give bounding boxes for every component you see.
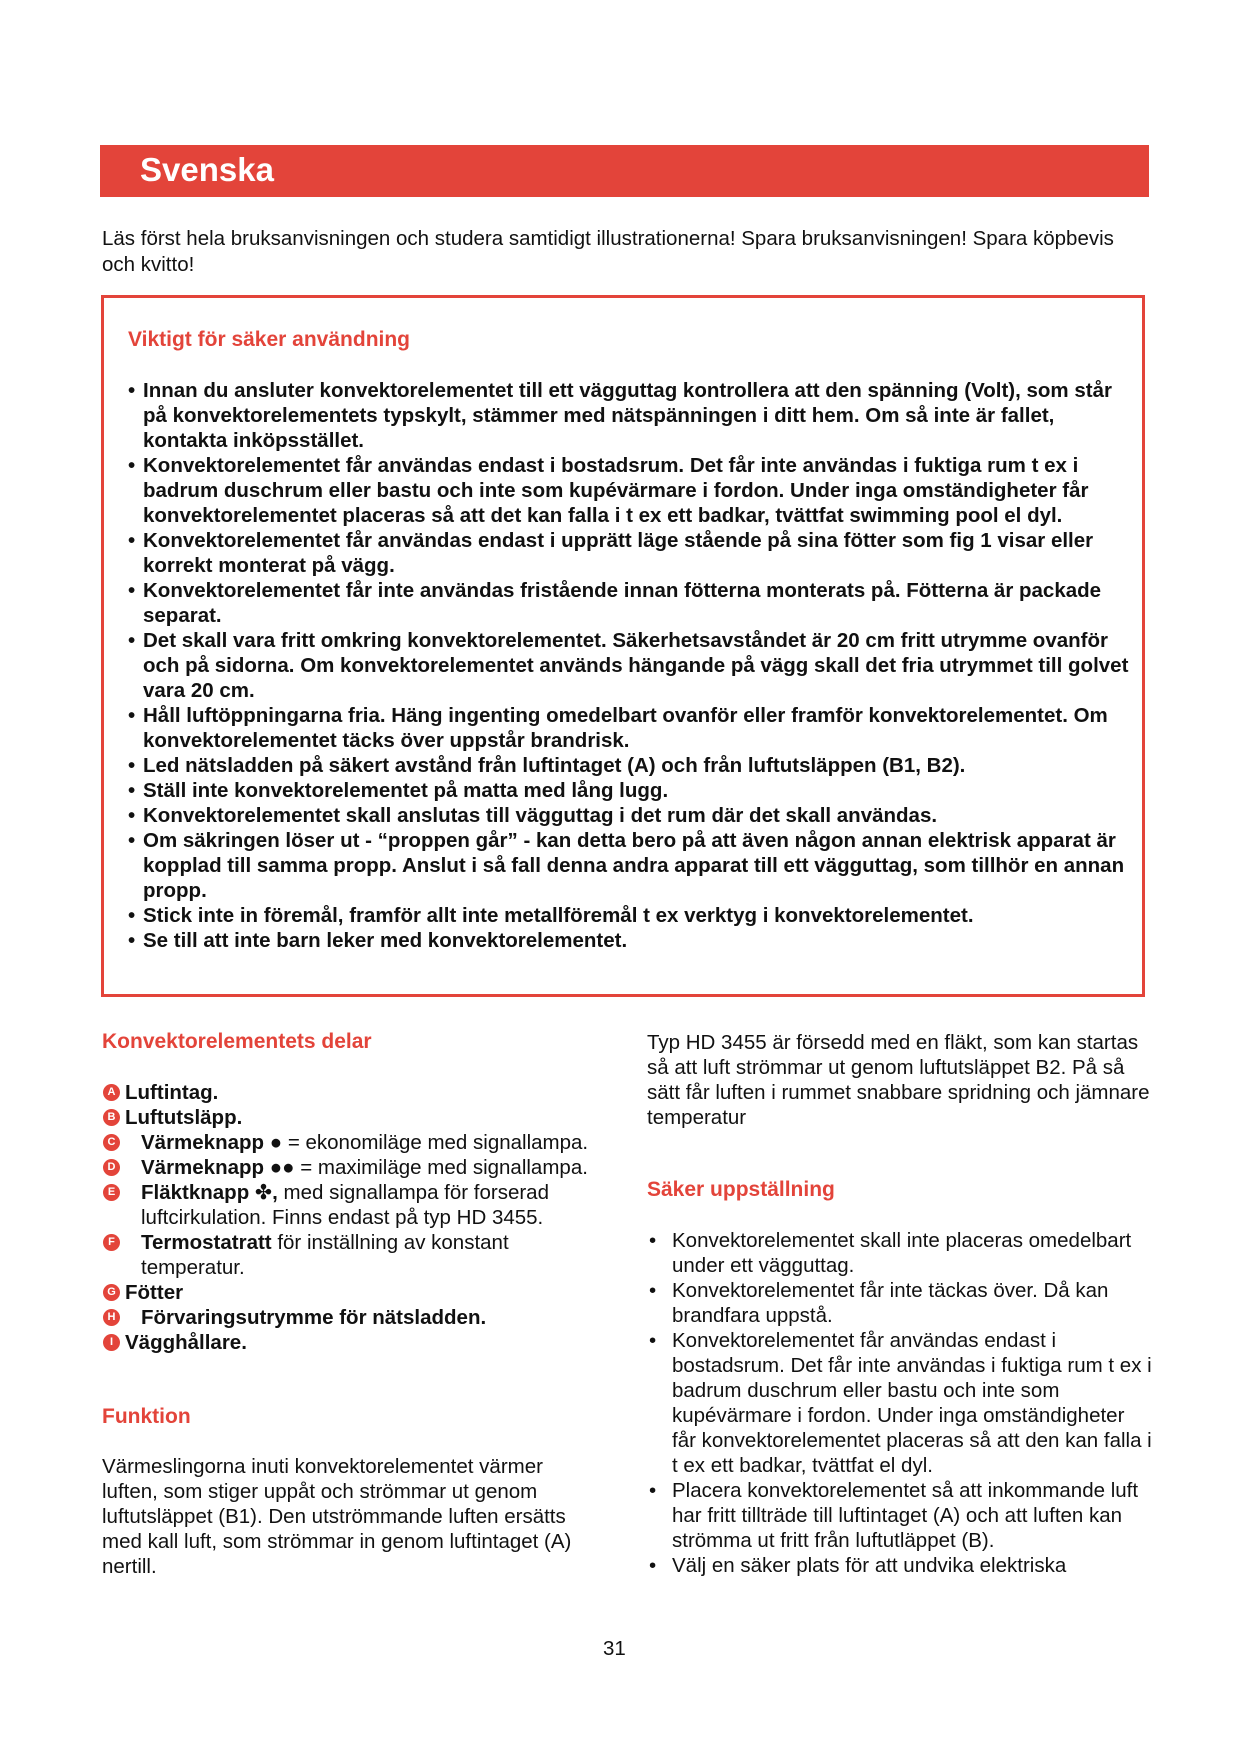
safety-item: • Ställ inte konvektorelementet på matta med lång lugg. bbox=[125, 778, 1135, 803]
left-column bbox=[102, 1030, 602, 1579]
part-item bbox=[102, 1155, 602, 1180]
parts-heading: Konvektorelementets delar bbox=[102, 1030, 372, 1053]
placement-item: • Välj en säker plats för att undvika elektriska bbox=[647, 1553, 1152, 1578]
safety-heading: Viktigt för säker användning bbox=[128, 328, 411, 351]
part-item bbox=[102, 1280, 602, 1305]
safety-item: • Stick inte in föremål, framför allt inte metallföremål t ex verktyg i konvektorelementet. bbox=[125, 903, 1135, 928]
part-description: = ekonomiläge med signallampa. bbox=[282, 1131, 589, 1154]
safe-placement-heading: Säker uppställning bbox=[647, 1178, 835, 1201]
safety-item: • Det skall vara fritt omkring konvektorelementet. Säkerhetsavståndet är 20 cm fritt utrymme ovanför och på sidorna. Om konvektorelementet används hängande på vägg skall det fria utrymmet till golvet vara 20 cm. bbox=[125, 628, 1135, 703]
part-description: för inställning av konstant temperatur. bbox=[141, 1231, 509, 1279]
part-label: Värmeknapp ●● bbox=[141, 1156, 295, 1179]
part-item bbox=[102, 1230, 602, 1280]
part-label: Fläktknapp ✤, bbox=[141, 1181, 278, 1204]
safety-item: • Led nätsladden på säkert avstånd från luftintaget (A) och från luftutsläppen (B1, B2). bbox=[125, 753, 1135, 778]
part-letter-badge: G bbox=[103, 1284, 120, 1301]
placement-item: • Konvektorelementet får inte täckas över. Då kan brandfara uppstå. bbox=[647, 1278, 1152, 1328]
part-letter-badge: D bbox=[103, 1159, 120, 1176]
part-letter-badge: F bbox=[103, 1234, 120, 1251]
part-label: Värmeknapp ● bbox=[141, 1131, 283, 1154]
part-label: Fötter bbox=[125, 1281, 184, 1304]
safety-item: • Konvektorelementet får användas endast i bostadsrum. Det får inte användas i fuktiga rum t ex i badrum duschrum eller bastu och inte som kupévärmare i fordon. Under inga omständigheter får konvektorelementet placeras så att det kan falla i t ex ett badkar, tvättfat swimming pool el dyl. bbox=[125, 453, 1135, 528]
part-letter-badge: B bbox=[103, 1109, 120, 1126]
language-title: Svenska bbox=[140, 151, 274, 188]
safety-box bbox=[101, 295, 1145, 997]
safety-list bbox=[125, 378, 1135, 953]
part-description: med signallampa för forserad luftcirkulation. Finns endast på typ HD 3455. bbox=[141, 1181, 549, 1229]
safety-item: • Håll luftöppningarna fria. Häng ingenting omedelbart ovanför eller framför konvektorelementet. Om konvektorelementet täcks över uppstår brandrisk. bbox=[125, 703, 1135, 753]
part-description: = maximiläge med signallampa. bbox=[294, 1156, 588, 1179]
part-label: Förvaringsutrymme för nätsladden. bbox=[141, 1306, 487, 1329]
language-header-bar bbox=[100, 145, 1149, 197]
intro-text: Läs först hela bruksanvisningen och studera samtidigt illustrationerna! Spara bruksanvisningen! Spara köpbevis och kvitto! bbox=[102, 227, 1114, 276]
page-number: 31 bbox=[603, 1637, 626, 1660]
function-text: Värmeslingorna inuti konvektorelementet värmer luften, som stiger uppåt och strömmar ut genom luftutsläppet (B1). Den utströmmande luften ersätts med kall luft, som strömmar in genom luftintaget (A) nertill. bbox=[102, 1455, 572, 1578]
safety-item: • Konvektorelementet får inte användas fristående innan fötterna monterats på. Fötterna är packade separat. bbox=[125, 578, 1135, 628]
right-column bbox=[647, 1030, 1152, 1578]
part-item bbox=[102, 1130, 602, 1155]
part-label: Termostatratt bbox=[141, 1231, 272, 1254]
part-label: Vägghållare. bbox=[125, 1331, 247, 1354]
safety-item: • Konvektorelementet skall anslutas till vägguttag i det rum där det skall användas. bbox=[125, 803, 1135, 828]
parts-list bbox=[102, 1080, 602, 1355]
safety-item: • Om säkringen löser ut - “proppen går” - kan detta bero på att även någon annan elektrisk apparat är kopplad till samma propp. Anslut i så fall denna andra apparat till ett vägguttag, som tillhör en annan propp. bbox=[125, 828, 1135, 903]
part-item bbox=[102, 1105, 602, 1130]
part-letter-badge: I bbox=[103, 1334, 120, 1351]
fan-intro-text: Typ HD 3455 är försedd med en fläkt, som kan startas så att luft strömmar ut genom luftutsläppet B2. På så sätt får luften i rummet snabbare spridning och jämnare temperatur bbox=[647, 1031, 1150, 1129]
part-label: Luftintag. bbox=[125, 1081, 219, 1104]
placement-item: • Konvektorelementet skall inte placeras omedelbart under ett vägguttag. bbox=[647, 1228, 1152, 1278]
part-item bbox=[102, 1180, 602, 1230]
placement-item: • Konvektorelementet får användas endast i bostadsrum. Det får inte användas i fuktiga rum t ex i badrum duschrum eller bastu och inte som kupévärmare i fordon. Under inga omständigheter får konvektorelementet placeras så att den kan falla i t ex ett badkar, tvättfat el dyl. bbox=[647, 1328, 1152, 1478]
placement-item: • Placera konvektorelementet så att inkommande luft har fritt tillträde till luftintaget (A) och att luften kan strömma ut fritt från luftutläppet (B). bbox=[647, 1478, 1152, 1553]
part-item bbox=[102, 1305, 602, 1330]
part-letter-badge: H bbox=[103, 1309, 120, 1326]
part-label: Luftutsläpp. bbox=[125, 1106, 243, 1129]
safety-item: • Konvektorelementet får användas endast i upprätt läge stående på sina fötter som fig 1 visar eller korrekt monterat på vägg. bbox=[125, 528, 1135, 578]
safety-item: • Innan du ansluter konvektorelementet till ett vägguttag kontrollera att den spänning (Volt), som står på konvektorelementets typskylt, stämmer med nätspänningen i ditt hem. Om så inte är fallet, kontakta inköpsstället. bbox=[125, 378, 1135, 453]
part-item bbox=[102, 1080, 602, 1105]
part-letter-badge: C bbox=[103, 1134, 120, 1151]
safety-item: • Se till att inte barn leker med konvektorelementet. bbox=[125, 928, 1135, 953]
part-item bbox=[102, 1330, 602, 1355]
part-letter-badge: A bbox=[103, 1084, 120, 1101]
function-heading: Funktion bbox=[102, 1405, 191, 1428]
safe-placement-list bbox=[647, 1228, 1152, 1578]
part-letter-badge: E bbox=[103, 1184, 120, 1201]
